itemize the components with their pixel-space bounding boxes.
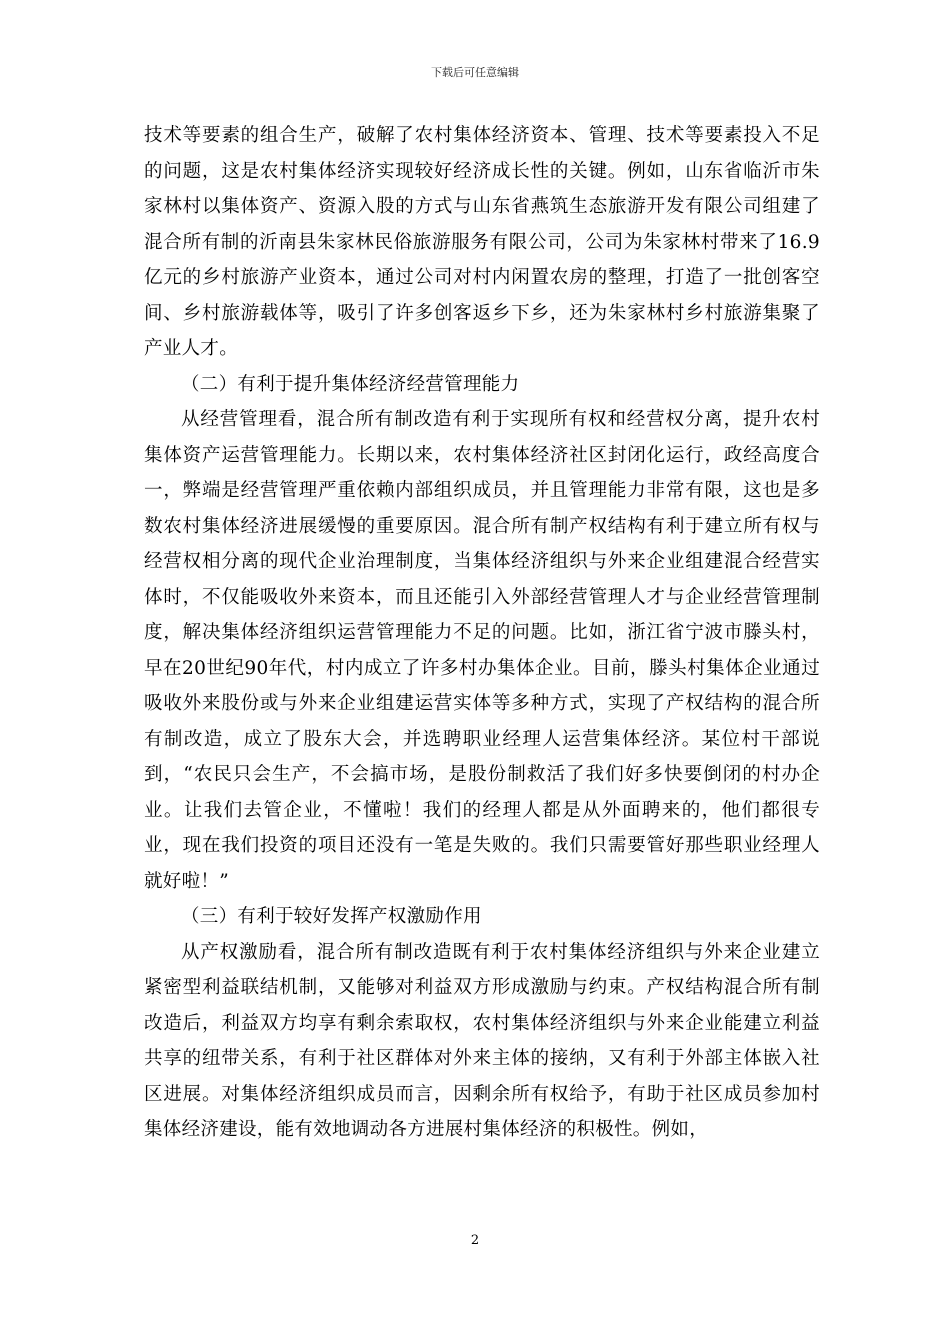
page-number: 2 — [470, 1233, 480, 1248]
document-body — [144, 118, 820, 1148]
body-paragraph-2: 从经营管理看，混合所有制改造有利于实现所有权和经营权分离，提升农村集体资产运营管理能力。长期以来，农村集体经济社区封闭化运行，政经高度合一，弊端是经营管理严重依赖内部组织成员，并且管理能力非常有限，这也是多数农村集体经济进展缓慢的重要原因。混合所有制产权结构有利于建立所有权与经营权相分离的现代企业治理制度，当集体经济组织与外来企业组建混合经营实体时，不仅能吸收外来资本，而且还能引入外部经营管理人才与企业经营管理制度，解决集体经济组织运营管理能力不足的问题。比如，浙江省宁波市滕头村，早在20世纪90年代，村内成立了许多村办集体企业。目前，滕头村集体企业通过吸收外来股份或与外来企业组建运营实体等多种方式，实现了产权结构的混合所有制改造，成立了股东大会，并选聘职业经理人运营集体经济。某位村干部说到，“农民只会生产，不会搞市场，是股份制救活了我们好多快要倒闭的村办企业。让我们去管企业，不懂啦！我们的经理人都是从外面聘来的，他们都很专业，现在我们投资的项目还没有一笔是失败的。我们只需要管好那些职业经理人就好啦！” — [144, 409, 820, 892]
section-heading-3: （三）有利于较好发挥产权激励作用 — [181, 906, 482, 927]
page-header: 下载后可任意编辑 — [431, 66, 519, 79]
body-paragraph-3: 从产权激励看，混合所有制改造既有利于农村集体经济组织与外来企业建立紧密型利益联结机制，又能够对利益双方形成激励与约束。产权结构混合所有制改造后，利益双方均享有剩余索取权，农村集体经济组织与外来企业能建立利益共享的纽带关系，有利于社区群体对外来主体的接纳，又有利于外部主体嵌入社区进展。对集体经济组织成员而言，因剩余所有权给予，有助于社区成员参加村集体经济建设，能有效地调动各方进展村集体经济的积极性。例如， — [144, 941, 820, 1140]
section-heading-2: （二）有利于提升集体经济经营管理能力 — [181, 373, 520, 395]
body-paragraph-1: 技术等要素的组合生产，破解了农村集体经济资本、管理、技术等要素投入不足的问题，这是农村集体经济实现较好经济成长性的关键。例如，山东省临沂市朱家林村以集体资产、资源入股的方式与山东省燕筑生态旅游开发有限公司组建了混合所有制的沂南县朱家林民俗旅游服务有限公司，公司为朱家林村带来了16.9亿元的乡村旅游产业资本，通过公司对村内闲置农房的整理，打造了一批创客空间、乡村旅游载体等，吸引了许多创客返乡下乡，还为朱家林村乡村旅游集聚了产业人才。 — [144, 125, 820, 359]
